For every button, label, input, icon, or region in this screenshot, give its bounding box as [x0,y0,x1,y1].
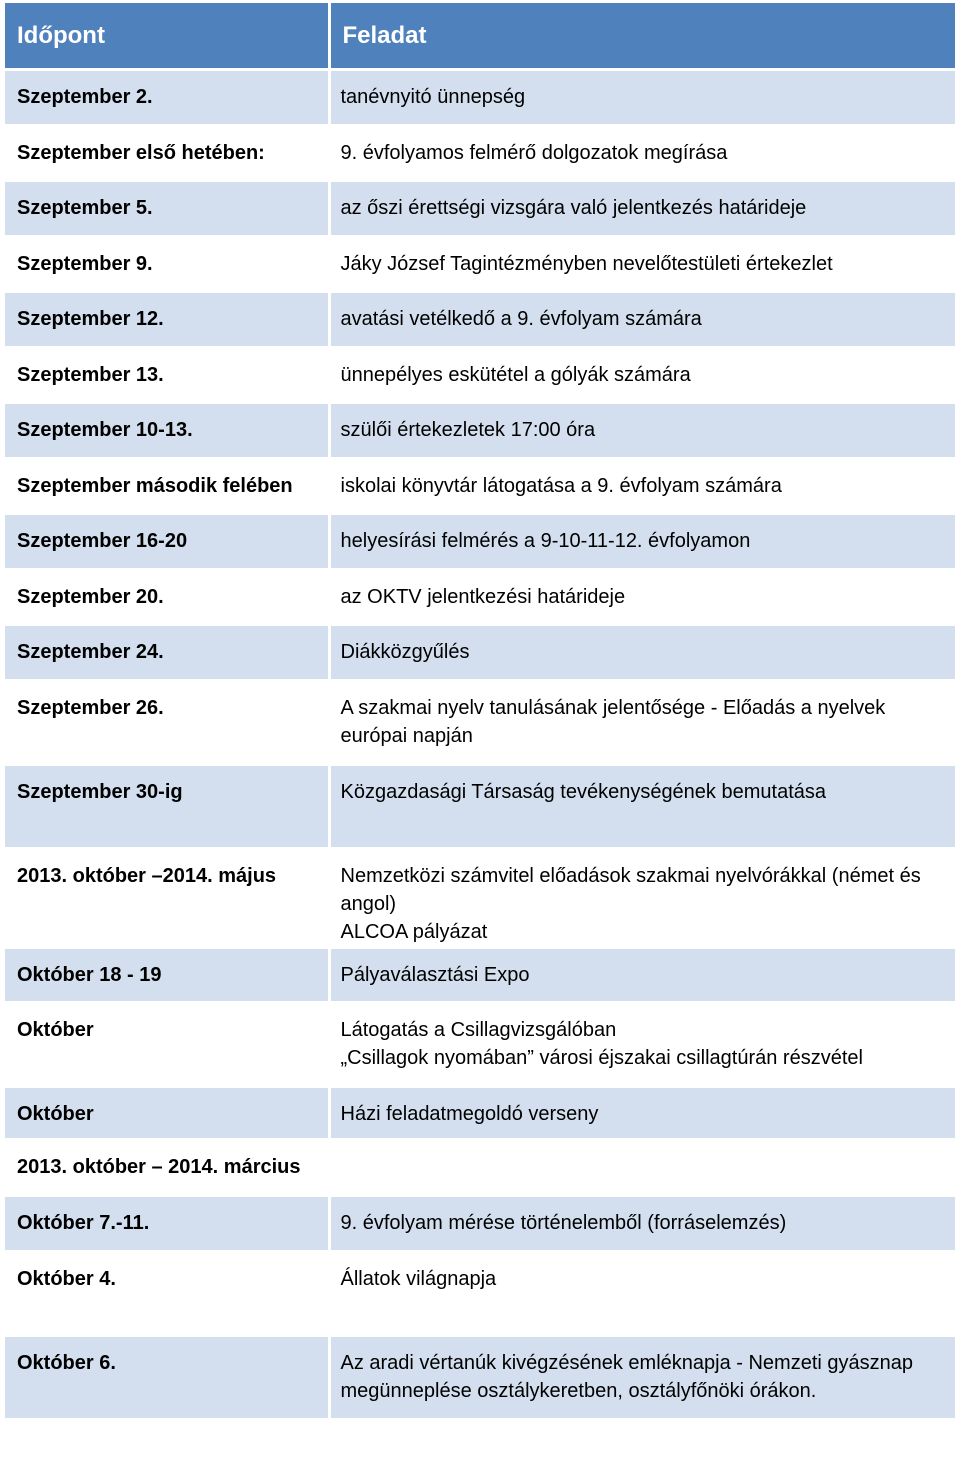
row-task [329,237,955,292]
row-task [329,765,955,849]
row-task [329,348,955,403]
row-task [329,1336,955,1420]
row-date: Október 4. [5,1252,329,1336]
table-row [5,181,955,237]
row-task [329,948,955,1003]
row-date: Október 6. [5,1336,329,1420]
task-line: Nemzetközi számvitel előadások szakmai nyelvórákkal (német és angol) [340,865,921,915]
row-date: 2013. október –2014. május [5,849,329,948]
row-task [329,681,955,765]
row-task [329,403,955,459]
header-date: Időpont [5,3,329,70]
task-line: Állatok világnapja [340,1268,497,1290]
table-row [5,625,955,681]
row-task [329,514,955,570]
table-row [5,765,955,849]
task-line: helyesírási felmérés a 9-10-11-12. évfolyamon [340,530,751,552]
row-task [329,70,955,126]
table-row [5,948,955,1003]
task-line: A szakmai nyelv tanulásának jelentősége - Előadás a nyelvek európai napján [340,697,886,747]
row-date: Október [5,1003,329,1087]
table-row [5,348,955,403]
table-row [5,126,955,181]
row-task [329,1196,955,1252]
row-task [329,1252,955,1336]
table-row [5,1087,955,1140]
task-line: Házi feladatmegoldó verseny [340,1103,599,1125]
row-date: Október [5,1087,329,1140]
row-task [329,126,955,181]
row-task [329,625,955,681]
row-date: Október 18 - 19 [5,948,329,1003]
task-line: Közgazdasági Társaság tevékenységének bemutatása [340,781,826,803]
row-date: Szeptember 30-ig [5,765,329,849]
row-task [329,292,955,348]
task-line: iskolai könyvtár látogatása a 9. évfolyam számára [340,475,782,497]
task-line: Látogatás a Csillagvizsgálóban [340,1019,617,1041]
row-date: Szeptember 20. [5,570,329,625]
row-date: Szeptember 24. [5,625,329,681]
table-row [5,1252,955,1336]
task-line: az őszi érettségi vizsgára való jelentkezés határideje [340,197,807,219]
task-line: ünnepélyes eskütétel a gólyák számára [340,364,691,386]
row-task [329,181,955,237]
row-task [329,1087,955,1140]
table-row [5,1336,955,1420]
task-line: az OKTV jelentkezési határideje [340,586,626,608]
table-row [5,1140,955,1196]
row-task [329,570,955,625]
table-row [5,237,955,292]
row-date: Október 7.-11. [5,1196,329,1252]
task-line: ALCOA pályázat [340,921,488,943]
row-date: Szeptember második felében [5,459,329,514]
row-date: Szeptember első hetében: [5,126,329,181]
row-date: Szeptember 26. [5,681,329,765]
table-row [5,681,955,765]
task-line: szülői értekezletek 17:00 óra [340,419,596,441]
schedule-body [5,70,955,1420]
table-row [5,292,955,348]
row-date: 2013. október – 2014. március [5,1140,329,1196]
task-line: 9. évfolyamos felmérő dolgozatok megírása [340,142,728,164]
table-row [5,1196,955,1252]
header-row [5,3,955,70]
task-line: 9. évfolyam mérése történelemből (forráselemzés) [340,1212,787,1234]
row-date: Szeptember 5. [5,181,329,237]
row-date: Szeptember 13. [5,348,329,403]
row-date: Szeptember 9. [5,237,329,292]
task-line: „Csillagok nyomában” városi éjszakai csillagtúrán részvétel [340,1047,863,1069]
table-row [5,403,955,459]
row-date: Szeptember 10-13. [5,403,329,459]
schedule-table [5,3,955,1421]
task-line: avatási vetélkedő a 9. évfolyam számára [340,308,702,330]
row-task [329,1140,955,1196]
row-date: Szeptember 16-20 [5,514,329,570]
table-row [5,570,955,625]
row-date: Szeptember 12. [5,292,329,348]
task-line: Pályaválasztási Expo [340,964,530,986]
table-row [5,514,955,570]
task-line: Diákközgyűlés [340,641,470,663]
row-task [329,1003,955,1087]
table-row [5,70,955,126]
table-row [5,849,955,948]
row-task [329,849,955,948]
header-task: Feladat [329,3,955,70]
row-task [329,459,955,514]
table-row [5,1003,955,1087]
row-date: Szeptember 2. [5,70,329,126]
task-line: tanévnyitó ünnepség [340,86,526,108]
table-row [5,459,955,514]
task-line: Az aradi vértanúk kivégzésének emléknapja - Nemzeti gyásznap megünneplése osztálykeretben, osztályfőnöki órákon. [340,1352,914,1402]
task-line: Jáky József Tagintézményben nevelőtestületi értekezlet [340,253,833,275]
